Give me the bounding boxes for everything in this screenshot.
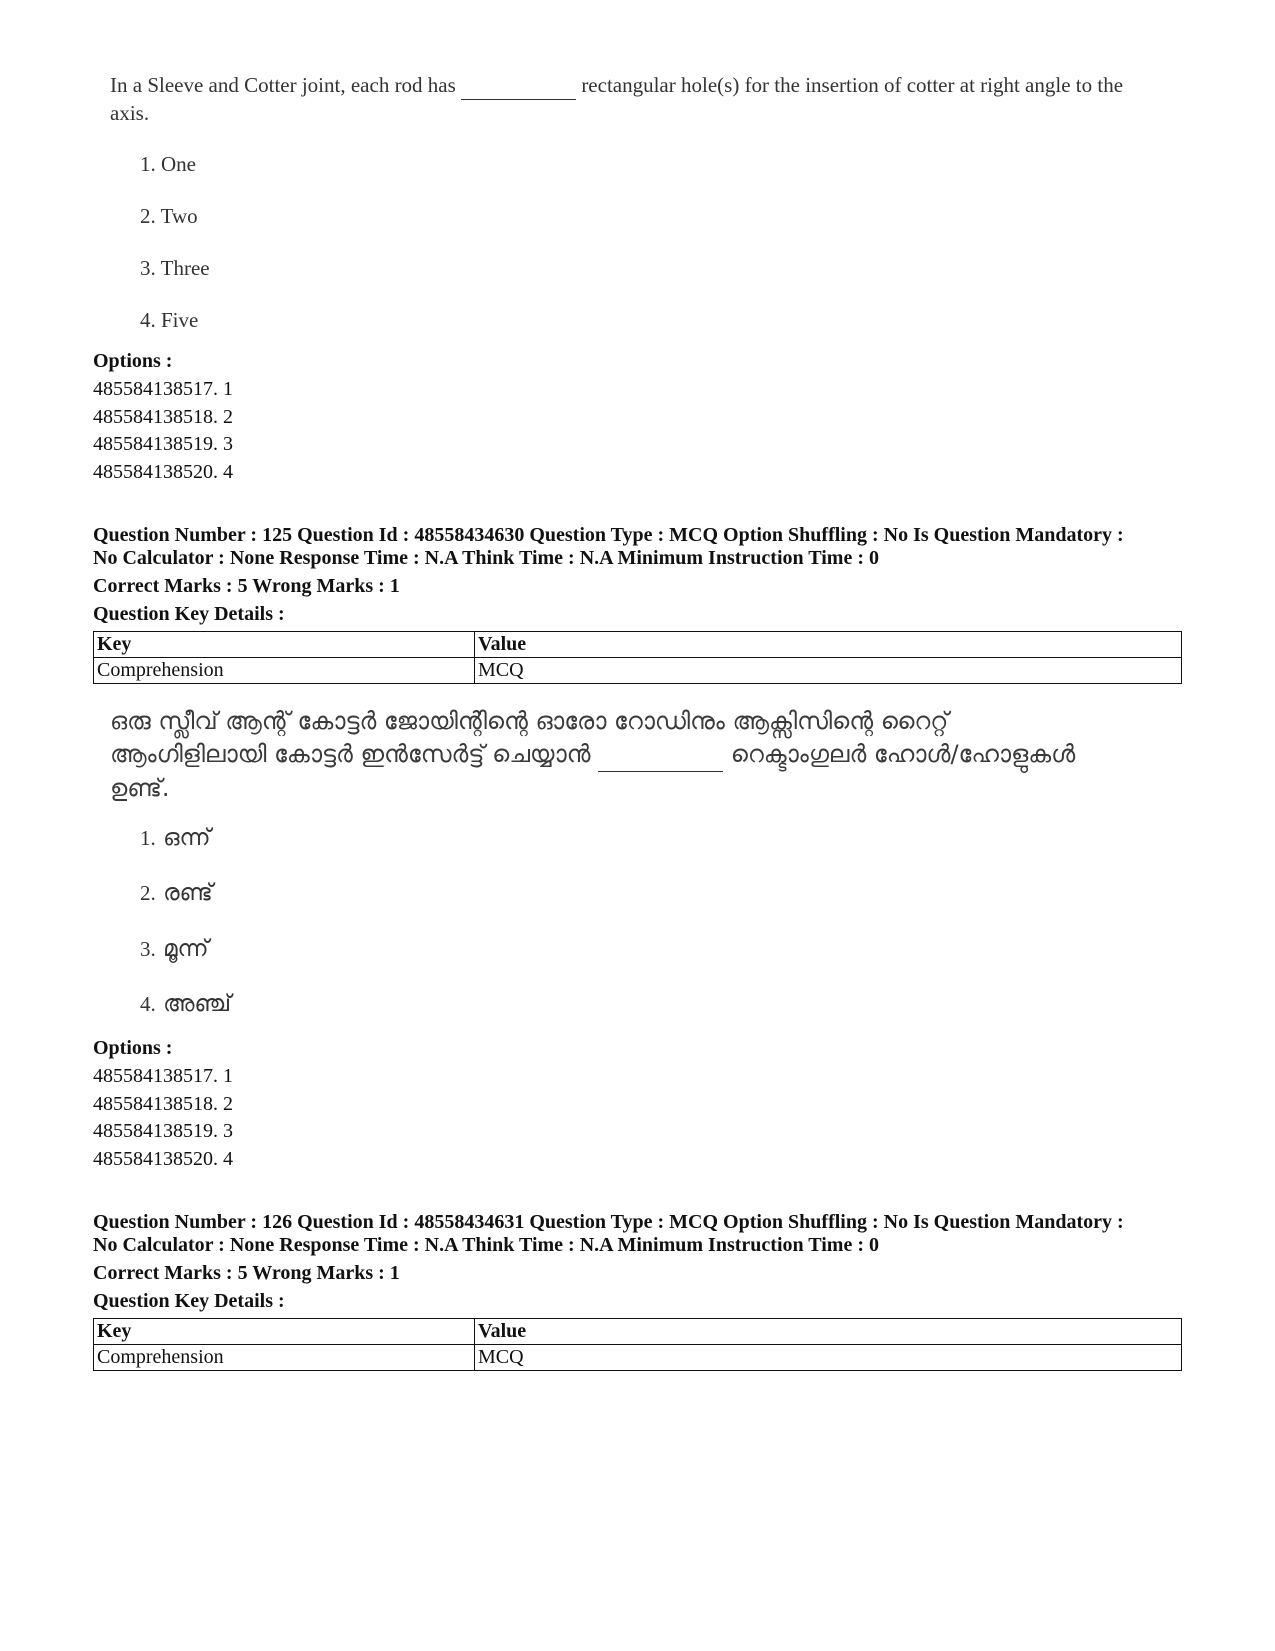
choice-text: അഞ്ച് xyxy=(163,991,231,1017)
table-row xyxy=(94,1345,1182,1371)
table-header-row xyxy=(94,632,1182,658)
question-meta-line: No Calculator : None Response Time : N.A Think Time : N.A Minimum Instruction Time : 0 xyxy=(93,547,879,569)
choice-item: 1. One xyxy=(140,152,196,176)
question-125-meta xyxy=(93,524,1243,570)
option-id-line: 485584138517. 1 xyxy=(93,378,233,400)
question-125-text-pre: ഒരു സ്ലീവ് ആന്റ് കോട്ടർ ജോയിന്റിന്റെ ഓരോ റോഡിനും ആക്സിസിന്റെ റൈറ്റ് ആംഗിളിലായി കോട്ടർ ഇൻസേർട്ട് ചെയ്യാൻ xyxy=(110,707,949,768)
question-125-key-details-label: Question Key Details : xyxy=(93,603,285,625)
choice-item xyxy=(140,937,209,961)
table-row xyxy=(94,658,1182,684)
table-header-row xyxy=(94,1319,1182,1345)
choice-item: 2. Two xyxy=(140,204,198,228)
option-id-line: 485584138518. 2 xyxy=(93,406,233,428)
table-cell-value: MCQ xyxy=(475,658,1182,684)
choice-number: 1. xyxy=(140,826,156,850)
question-meta-line: Question Number : 126 Question Id : 48558434631 Question Type : MCQ Option Shuffling : No Is Question Mandatory : xyxy=(93,1211,1124,1233)
option-id-line: 485584138519. 3 xyxy=(93,1120,233,1142)
question-125-key-table xyxy=(93,631,1182,684)
question-125-text-malayalam xyxy=(110,705,1110,805)
option-id-line: 485584138517. 1 xyxy=(93,1065,233,1087)
table-cell-key: Comprehension xyxy=(94,658,475,684)
question-124-text-pre: In a Sleeve and Cotter joint, each rod has xyxy=(110,73,456,97)
option-id-line: 485584138520. 4 xyxy=(93,461,233,483)
choice-item: 3. Three xyxy=(140,256,210,280)
question-126-marks: Correct Marks : 5 Wrong Marks : 1 xyxy=(93,1262,400,1284)
choice-number: 4. xyxy=(140,992,156,1016)
option-id-line: 485584138519. 3 xyxy=(93,433,233,455)
choice-item: 4. Five xyxy=(140,308,199,332)
choice-number: 2. xyxy=(140,881,156,905)
choice-item xyxy=(140,826,211,850)
question-124-text xyxy=(110,72,1150,127)
table-cell-value: MCQ xyxy=(475,1345,1182,1371)
choice-number: 3. xyxy=(140,937,156,961)
choice-item xyxy=(140,881,213,905)
question-125-marks: Correct Marks : 5 Wrong Marks : 1 xyxy=(93,575,400,597)
question-126-key-table xyxy=(93,1318,1182,1371)
question-meta-line: Question Number : 125 Question Id : 48558434630 Question Type : MCQ Option Shuffling : No Is Question Mandatory : xyxy=(93,524,1124,546)
question-meta-line: No Calculator : None Response Time : N.A Think Time : N.A Minimum Instruction Time : 0 xyxy=(93,1234,879,1256)
options-label: Options : xyxy=(93,1037,173,1059)
question-125-text-post: റെക്ടാംഗുലർ ഹോൾ/ഹോളുകൾ ഉണ്ട്. xyxy=(110,740,1076,802)
choice-text: മൂന്ന് xyxy=(163,936,209,962)
choice-text: രണ്ട് xyxy=(163,880,213,906)
table-header-key: Key xyxy=(94,1319,475,1345)
table-header-value: Value xyxy=(475,1319,1182,1345)
question-126-key-details-label: Question Key Details : xyxy=(93,1290,285,1312)
options-label: Options : xyxy=(93,350,173,372)
answer-blank xyxy=(461,72,576,100)
table-header-value: Value xyxy=(475,632,1182,658)
choice-item xyxy=(140,992,231,1016)
table-header-key: Key xyxy=(94,632,475,658)
choice-text: ഒന്ന് xyxy=(163,825,211,851)
table-cell-key: Comprehension xyxy=(94,1345,475,1371)
question-124-text-post: rectangular hole(s) for the insertion of cotter at right angle to the axis. xyxy=(110,73,1124,125)
option-id-line: 485584138520. 4 xyxy=(93,1148,233,1170)
option-id-line: 485584138518. 2 xyxy=(93,1093,233,1115)
answer-blank xyxy=(598,738,723,772)
question-126-meta xyxy=(93,1211,1243,1257)
